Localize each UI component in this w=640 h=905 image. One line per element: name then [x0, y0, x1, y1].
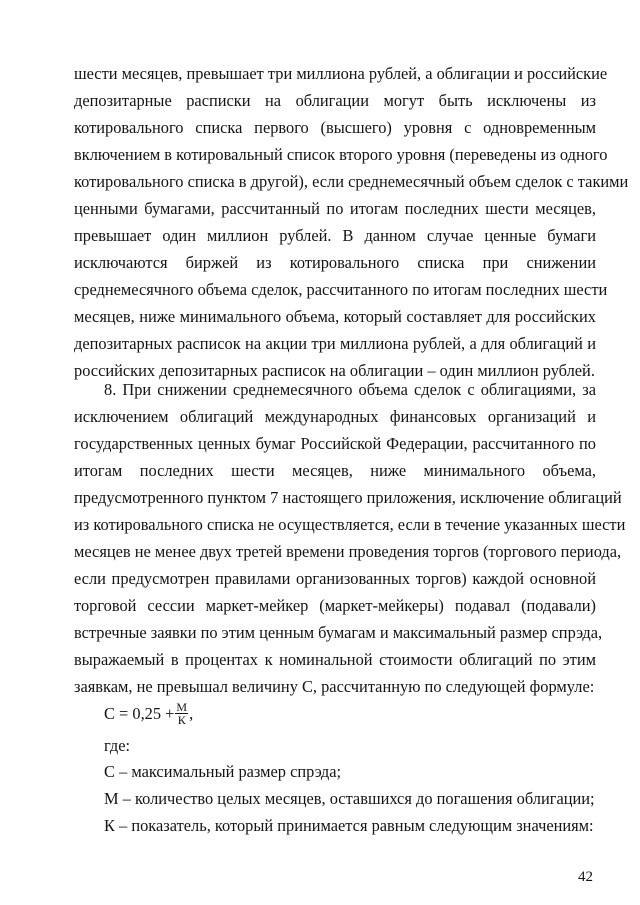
- text-line: котировального списка первого (высшего) уровня с одновременным: [74, 118, 596, 137]
- text-line: шести месяцев, превышает три миллиона рублей, а облигации и российские: [74, 64, 608, 83]
- text-line: если предусмотрен правилами организованных торгов) каждой основной: [74, 569, 596, 588]
- text-line: государственных ценных бумаг Российской Федерации, рассчитанного по: [74, 434, 596, 453]
- definition-item: М – количество целых месяцев, оставшихся до погашения облигации;: [104, 789, 595, 808]
- text-line: исключением облигаций международных финансовых организаций и: [74, 407, 596, 426]
- text-line: ценными бумагами, рассчитанный по итогам последних шести месяцев,: [74, 199, 596, 218]
- definition-item: К – показатель, который принимается равным следующим значениям:: [104, 816, 594, 835]
- definition-item: С – максимальный размер спрэда;: [104, 762, 342, 781]
- text-line: включением в котировальный список второго уровня (переведены из одного: [74, 145, 608, 164]
- formula-trailing: ,: [189, 703, 194, 723]
- text-line: месяцев не менее двух третей времени проведения торгов (торгового периода,: [74, 542, 622, 561]
- formula-numerator: М: [176, 700, 188, 714]
- text-line: месяцев, ниже минимального объема, который составляет для российских: [74, 307, 596, 326]
- text-line: заявкам, не превышал величину С, рассчитанную по следующей формуле:: [74, 677, 595, 696]
- text-line: исключаются биржей из котировального списка при снижении: [74, 253, 596, 272]
- spread-formula: [104, 701, 193, 726]
- formula-denominator: К: [177, 713, 186, 727]
- text-line: из котировального списка не осуществляется, если в течение указанных шести: [74, 515, 626, 534]
- text-line: среднемесячного объема сделок, рассчитанного по итогам последних шести: [74, 280, 608, 299]
- text-line: предусмотренного пунктом 7 настоящего приложения, исключение облигаций: [74, 488, 622, 507]
- text-line: встречные заявки по этим ценным бумагам и максимальный размер спрэда,: [74, 623, 603, 642]
- formula-fraction: [175, 701, 188, 726]
- page-number: 42: [578, 869, 593, 885]
- text-line: выражаемый в процентах к номинальной стоимости облигаций по этим: [74, 650, 596, 669]
- where-label: где:: [104, 736, 131, 755]
- text-line: итогам последних шести месяцев, ниже минимального объема,: [74, 461, 596, 480]
- text-line: превышает один миллион рублей. В данном случае ценные бумаги: [74, 226, 596, 245]
- text-line: торговой сессии маркет-мейкер (маркет-мейкеры) подавал (подавали): [74, 596, 596, 615]
- formula-lhs: С = 0,25 +: [104, 703, 175, 723]
- text-line: депозитарные расписки на облигации могут быть исключены из: [74, 91, 596, 110]
- text-line: 8. При снижении среднемесячного объема сделок с облигациями, за: [104, 380, 596, 399]
- text-line: депозитарных расписок на акции три миллиона рублей, а для облигаций и: [74, 334, 596, 353]
- text-line: котировального списка в другой), если среднемесячный объем сделок с такими: [74, 172, 629, 191]
- text-line: российских депозитарных расписок на облигации – один миллион рублей.: [74, 361, 595, 380]
